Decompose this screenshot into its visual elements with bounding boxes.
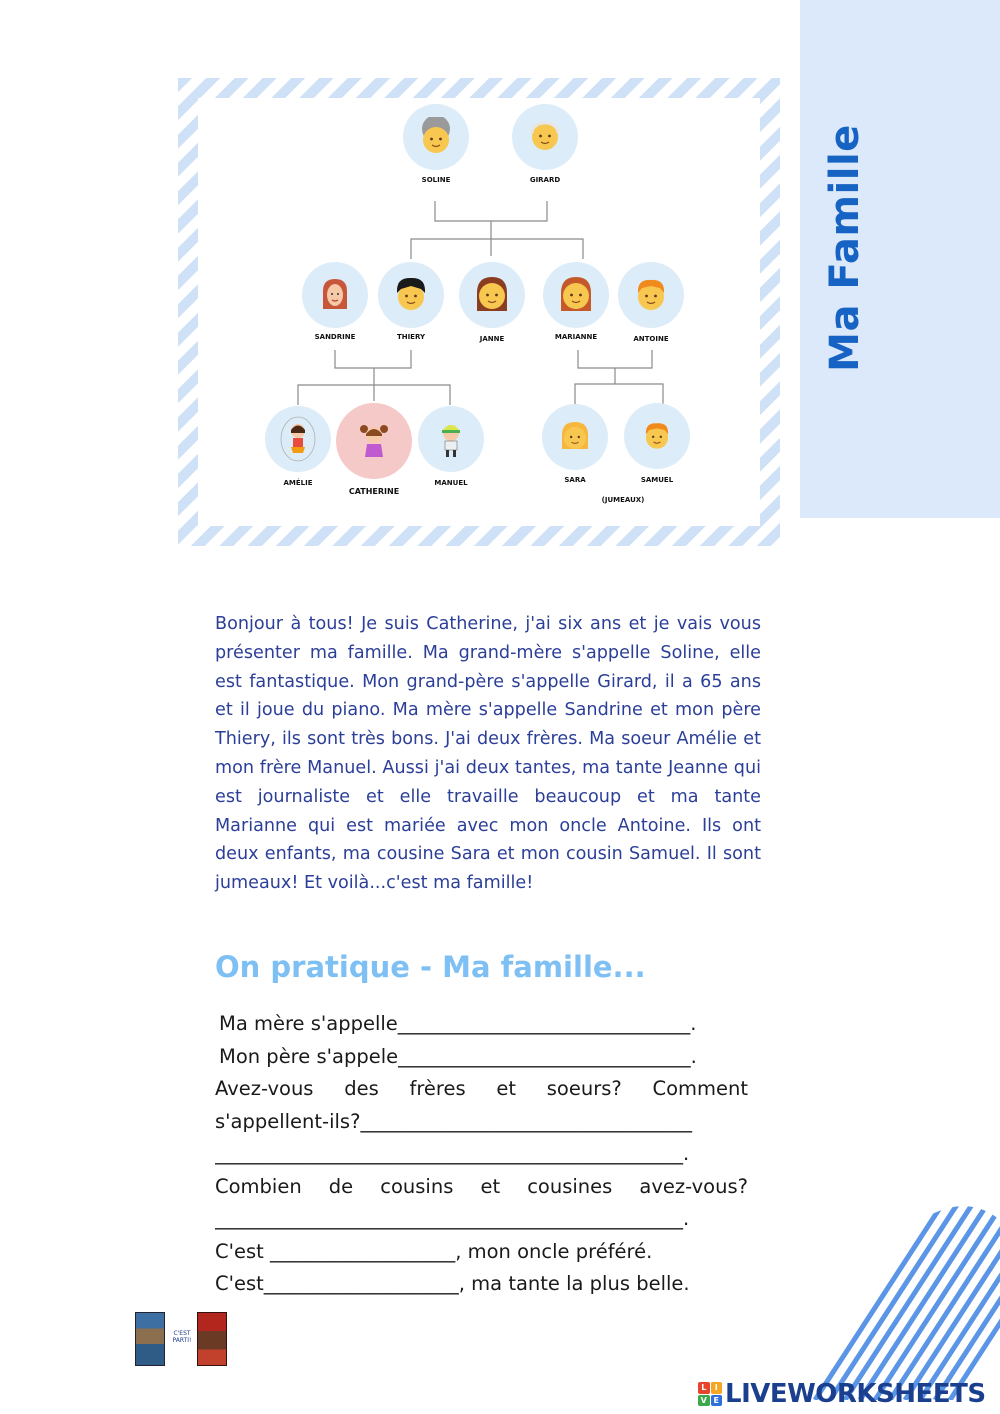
badge-letter: I bbox=[711, 1382, 723, 1394]
connector-generation-2 bbox=[411, 239, 583, 259]
person-name: ANTOINE bbox=[633, 335, 669, 343]
logo-text: C'EST PARTI! bbox=[172, 1330, 192, 1344]
badge-letter: E bbox=[711, 1395, 723, 1407]
exercise-line-father[interactable]: Mon père s'appele______________________________. bbox=[219, 1044, 697, 1068]
person-name: CATHERINE bbox=[348, 487, 400, 496]
person-name: JANNE bbox=[479, 335, 505, 343]
twins-note: (JUMEAUX) bbox=[601, 496, 645, 504]
connector-grandparents bbox=[435, 201, 547, 221]
person-name: MARIANNE bbox=[554, 333, 598, 341]
cest-parti-logo bbox=[135, 1312, 227, 1366]
person-name: AMÉLIE bbox=[283, 479, 313, 487]
exercise-line-uncle[interactable]: C'est ___________________, mon oncle préféré. bbox=[215, 1239, 653, 1263]
person-name: MANUEL bbox=[434, 479, 468, 487]
person-name: SAMUEL bbox=[640, 476, 674, 484]
liveworksheets-wordmark: LIVEWORKSHEETS bbox=[725, 1379, 986, 1409]
decorative-wave-graphic bbox=[810, 1200, 1000, 1400]
badge-letter: V bbox=[698, 1395, 710, 1407]
connector-right-couple bbox=[578, 350, 652, 368]
man-face-icon bbox=[389, 273, 433, 317]
girl-jump-rope-icon bbox=[276, 415, 320, 463]
exercise-line-aunt[interactable]: C'est____________________, ma tante la plus belle. bbox=[215, 1272, 690, 1295]
logo-photo-right bbox=[197, 1312, 227, 1366]
liveworksheets-badge-icon bbox=[698, 1382, 722, 1406]
exercise-line-siblings-question: Avez-vous des frères et soeurs? Comment bbox=[215, 1077, 748, 1100]
woman-face-icon bbox=[470, 273, 514, 317]
girl-pigtails-icon bbox=[352, 417, 396, 465]
exercise-block bbox=[215, 1008, 748, 1301]
person-name: GIRARD bbox=[529, 176, 561, 184]
connector-right-children bbox=[575, 384, 663, 404]
liveworksheets-brand bbox=[698, 1377, 986, 1411]
exercise-heading: On pratique - Ma famille... bbox=[215, 950, 646, 984]
exercise-line-cousins-blank[interactable]: ________________________________________________. bbox=[215, 1207, 690, 1230]
boy-face-icon bbox=[639, 418, 675, 454]
person-name: SOLINE bbox=[421, 176, 451, 184]
side-title-text: Ma Famille bbox=[822, 124, 868, 372]
woman-face-icon bbox=[554, 273, 598, 317]
woman-red-hair-icon bbox=[315, 275, 355, 315]
grandfather-face-icon bbox=[525, 117, 565, 157]
boy-cap-icon bbox=[429, 415, 473, 463]
logo-photo-left bbox=[135, 1312, 165, 1366]
exercise-line-siblings-blank[interactable]: s'appellent-ils?__________________________________ bbox=[215, 1109, 692, 1133]
exercise-line-mother[interactable]: Ma mère s'appelle______________________________. bbox=[219, 1012, 697, 1035]
man-face-icon bbox=[629, 273, 673, 317]
badge-letter: L bbox=[698, 1382, 710, 1394]
person-name: SARA bbox=[564, 476, 586, 484]
exercise-line-siblings-blank-2[interactable]: ________________________________________________. bbox=[215, 1142, 690, 1165]
exercise-line-cousins-question: Combien de cousins et cousines avez-vous? bbox=[215, 1174, 748, 1198]
grandmother-face-icon bbox=[416, 117, 456, 157]
girl-face-icon bbox=[557, 419, 593, 455]
story-paragraph: Bonjour à tous! Je suis Catherine, j'ai six ans et je vais vous présenter ma famille. Ma grand-mère s'appelle Soline, elle est fantastique. Mon grand-père s'appelle Girard, il a 65 ans et il joue du piano. Ma mère s'appelle Sandrine et mon père Thiery, ils sont très bons. J'ai deux frères. Ma soeur Amélie et mon frère Manuel. Aussi j'ai deux tantes, ma tante Jeanne qui est journaliste et elle travaille beaucoup et ma tante Marianne qui est mariée avec mon oncle Antoine. Ils ont deux enfants, ma cousine Sara et mon cousin Samuel. Il sont jumeaux! Et voilà...c'est ma famille! bbox=[215, 614, 761, 894]
connector-left-couple bbox=[335, 350, 411, 368]
person-name: THIERY bbox=[396, 333, 426, 341]
person-name: SANDRINE bbox=[314, 333, 356, 341]
